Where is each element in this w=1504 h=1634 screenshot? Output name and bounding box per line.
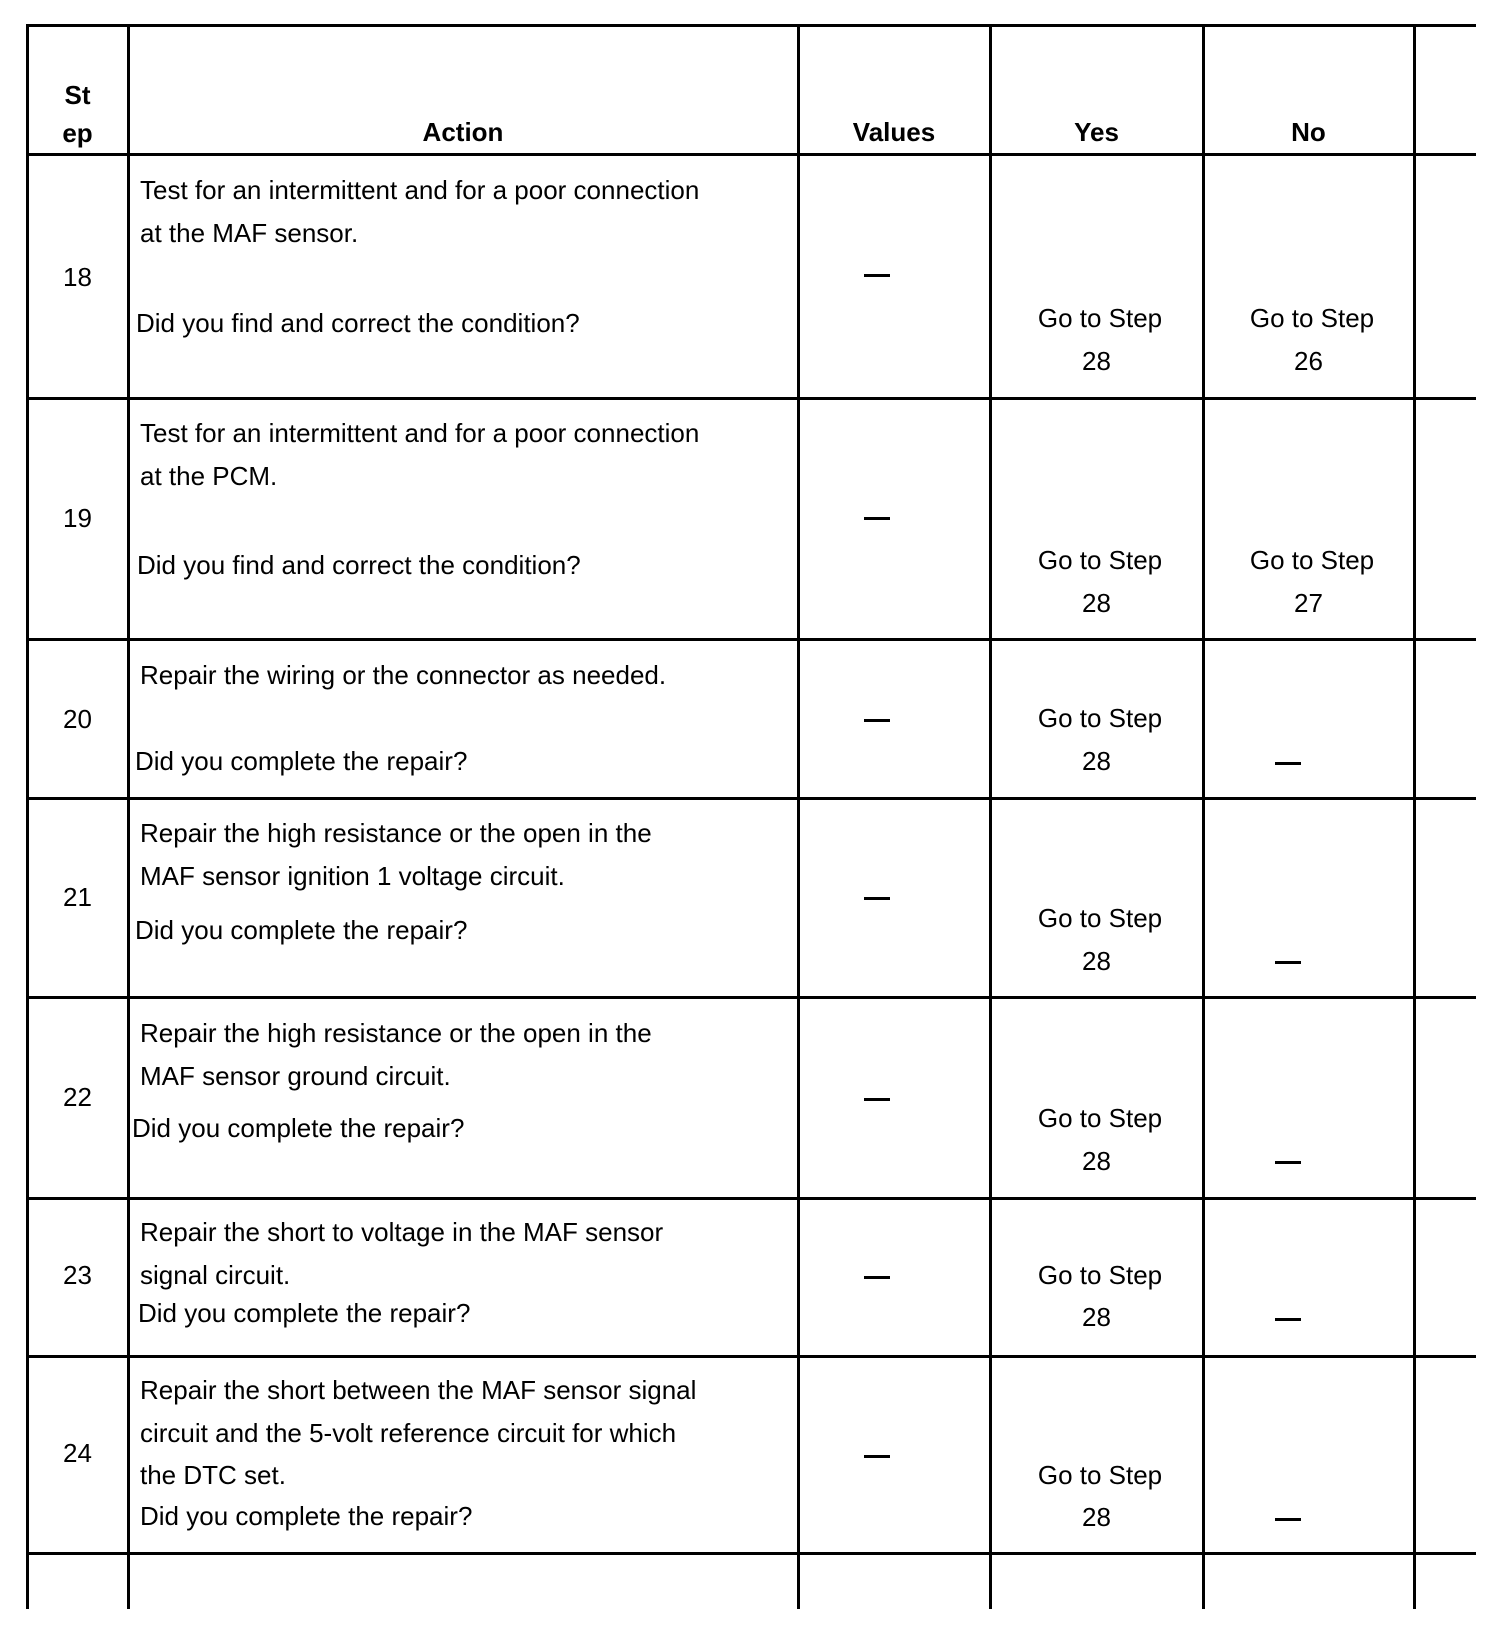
- step-number: 21: [63, 882, 92, 912]
- values-dash: [864, 517, 890, 520]
- row-divider: [26, 1355, 1476, 1358]
- step-number: 24: [63, 1438, 92, 1468]
- header-values: Values: [852, 117, 936, 147]
- action-text: signal circuit.: [140, 1260, 291, 1290]
- yes-goto-label: Go to Step: [1037, 1460, 1163, 1490]
- header-step: [26, 76, 129, 152]
- table-border-right: [1413, 24, 1416, 1609]
- no-goto-label: Go to Step: [1249, 545, 1375, 575]
- yes-goto-step: 28: [1082, 1502, 1111, 1532]
- yes-goto-label: Go to Step: [1037, 303, 1163, 333]
- row-divider: [26, 1197, 1476, 1200]
- action-question: Did you complete the repair?: [140, 1501, 473, 1531]
- no-goto-label: Go to Step: [1249, 303, 1375, 333]
- header-no: No: [1291, 117, 1326, 147]
- action-text: Test for an intermittent and for a poor connection: [140, 175, 700, 205]
- action-question: Did you complete the repair?: [135, 915, 468, 945]
- yes-goto-step: 28: [1082, 1146, 1111, 1176]
- yes-goto-step: 28: [1082, 588, 1111, 618]
- yes-goto-label: Go to Step: [1037, 1260, 1163, 1290]
- action-text: Repair the high resistance or the open in the: [140, 818, 652, 848]
- action-text: at the PCM.: [140, 461, 278, 491]
- table-border-bottom: [26, 1552, 1476, 1555]
- yes-goto-step: 28: [1082, 946, 1111, 976]
- column-divider: [797, 24, 800, 1609]
- yes-goto-label: Go to Step: [1037, 903, 1163, 933]
- values-dash: [864, 1098, 890, 1101]
- values-dash: [864, 1276, 890, 1279]
- action-question: Did you complete the repair?: [135, 746, 468, 776]
- no-dash: [1275, 762, 1301, 765]
- action-question: Did you complete the repair?: [132, 1113, 465, 1143]
- action-text: at the MAF sensor.: [140, 218, 359, 248]
- no-dash: [1275, 1318, 1301, 1321]
- diagnostic-table: [26, 24, 1476, 1609]
- step-number: 22: [63, 1082, 92, 1112]
- header-step-line1: St: [64, 80, 91, 110]
- action-text: Repair the short between the MAF sensor signal: [140, 1375, 697, 1405]
- yes-goto-step: 28: [1082, 346, 1111, 376]
- values-dash: [864, 1455, 890, 1458]
- row-divider: [26, 397, 1476, 400]
- yes-goto-step: 28: [1082, 746, 1111, 776]
- no-goto-step: 27: [1294, 588, 1323, 618]
- header-action: Action: [422, 117, 504, 147]
- column-divider: [989, 24, 992, 1609]
- step-number: 23: [63, 1260, 92, 1290]
- values-dash: [864, 897, 890, 900]
- no-dash: [1275, 961, 1301, 964]
- step-number: 18: [63, 262, 92, 292]
- no-dash: [1275, 1518, 1301, 1521]
- action-text: Repair the high resistance or the open in the: [140, 1018, 652, 1048]
- header-step-line2: ep: [62, 118, 93, 148]
- action-question: Did you complete the repair?: [138, 1298, 471, 1328]
- row-divider: [26, 996, 1476, 999]
- row-divider: [26, 638, 1476, 641]
- values-dash: [864, 274, 890, 277]
- row-divider: [26, 797, 1476, 800]
- action-text: Repair the wiring or the connector as needed.: [140, 660, 667, 690]
- header-yes: Yes: [1074, 117, 1119, 147]
- column-divider: [1202, 24, 1205, 1609]
- values-dash: [864, 719, 890, 722]
- yes-goto-step: 28: [1082, 1302, 1111, 1332]
- table-border-top: [26, 24, 1476, 27]
- action-text: MAF sensor ground circuit.: [140, 1061, 451, 1091]
- step-number: 20: [63, 704, 92, 734]
- action-text: Repair the short to voltage in the MAF sensor: [140, 1217, 664, 1247]
- yes-goto-label: Go to Step: [1037, 1103, 1163, 1133]
- no-goto-step: 26: [1294, 346, 1323, 376]
- yes-goto-label: Go to Step: [1037, 703, 1163, 733]
- no-dash: [1275, 1161, 1301, 1164]
- action-text: the DTC set.: [140, 1460, 286, 1490]
- action-question: Did you find and correct the condition?: [136, 308, 580, 338]
- yes-goto-label: Go to Step: [1037, 545, 1163, 575]
- row-divider: [26, 153, 1476, 156]
- step-number: 19: [63, 503, 92, 533]
- action-text: Test for an intermittent and for a poor connection: [140, 418, 700, 448]
- action-question: Did you find and correct the condition?: [137, 550, 581, 580]
- action-text: MAF sensor ignition 1 voltage circuit.: [140, 861, 565, 891]
- action-text: circuit and the 5-volt reference circuit for which: [140, 1418, 677, 1448]
